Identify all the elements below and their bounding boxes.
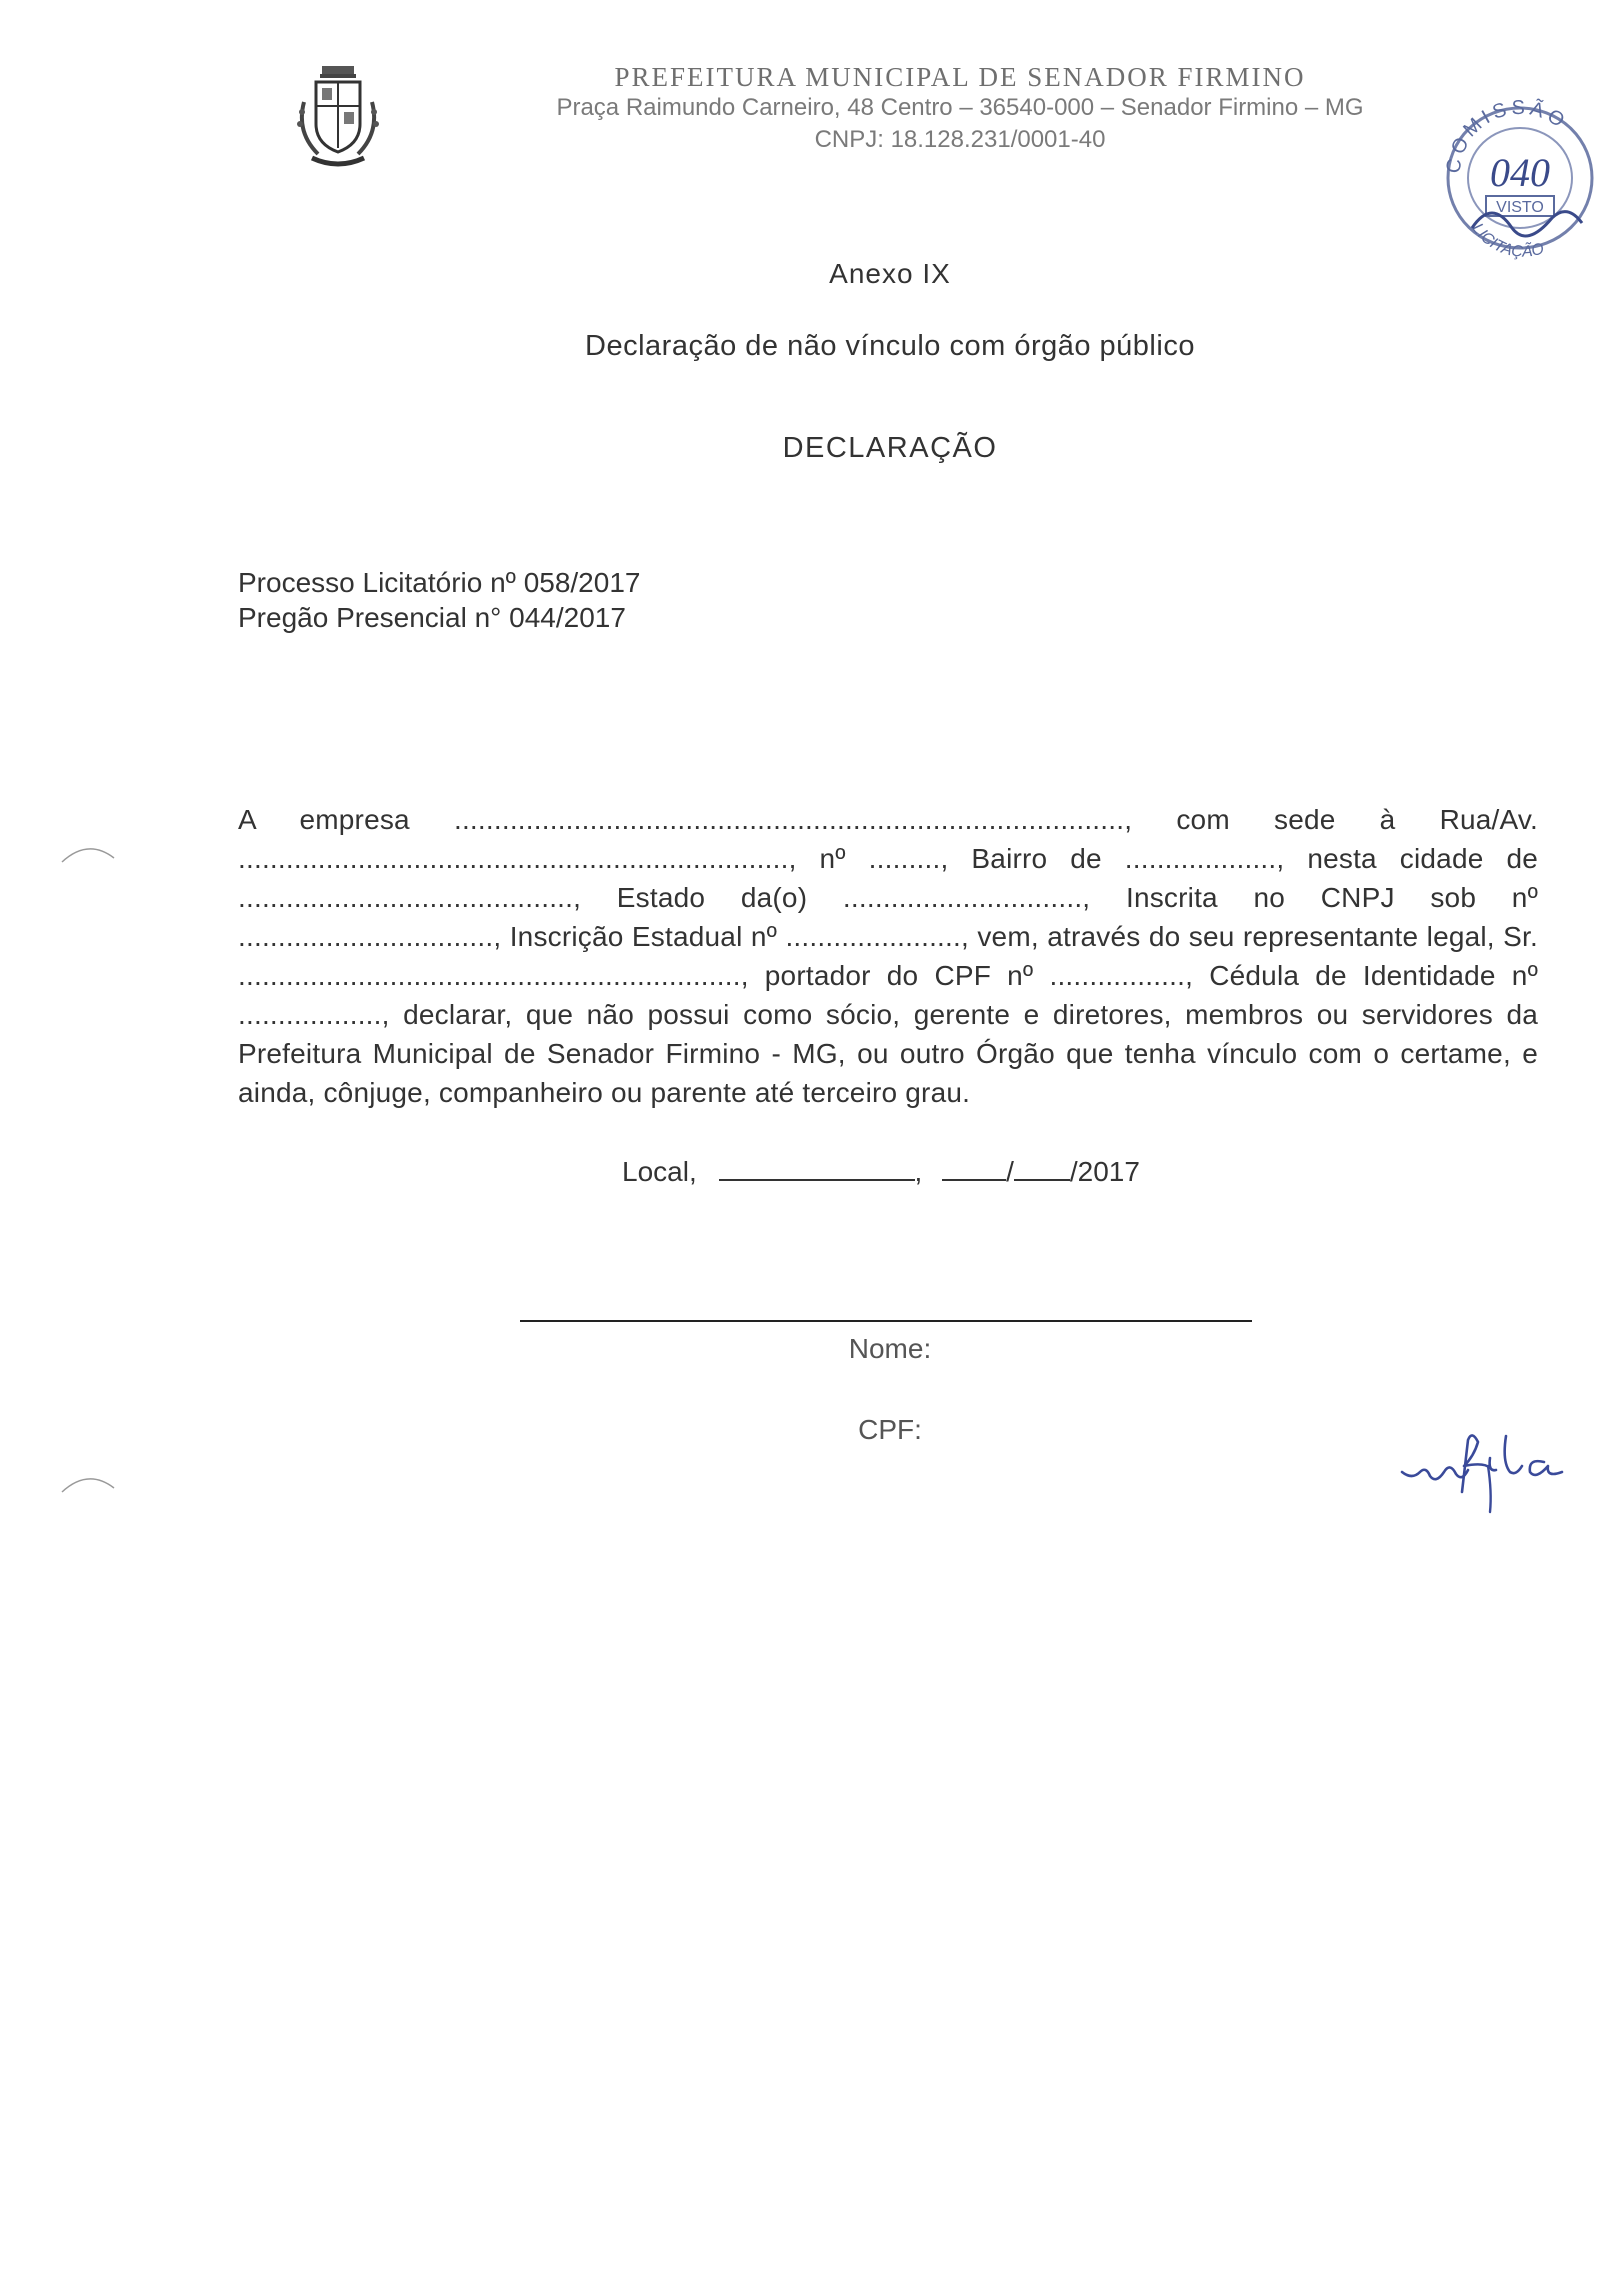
punch-hole-mark bbox=[58, 1468, 118, 1498]
day-blank bbox=[942, 1175, 1006, 1181]
stamp-visto: VISTO bbox=[1496, 199, 1544, 216]
punch-hole-mark bbox=[58, 838, 118, 868]
header-cnpj: CNPJ: 18.128.231/0001-40 bbox=[814, 126, 1106, 153]
declaration-title: DECLARAÇÃO bbox=[782, 432, 998, 464]
annex-title: Anexo IX bbox=[829, 258, 951, 289]
stamp-text-top: COMISSÃO bbox=[1442, 96, 1572, 175]
name-label: Nome: bbox=[848, 1333, 932, 1364]
stamp-number: 040 bbox=[1490, 150, 1550, 195]
municipal-crest-icon bbox=[292, 62, 384, 172]
handwritten-initials bbox=[1398, 1432, 1578, 1522]
local-label: Local, bbox=[622, 1156, 697, 1187]
commission-stamp bbox=[1432, 78, 1600, 268]
declaration-subtitle: Declaração de não vínculo com órgão público bbox=[585, 330, 1195, 362]
date-slash: / bbox=[1006, 1156, 1014, 1187]
month-blank bbox=[1014, 1175, 1070, 1181]
header-address: Praça Raimundo Carneiro, 48 Centro – 36540-000 – Senador Firmino – MG bbox=[556, 94, 1364, 121]
stamp-text-bottom: LICITAÇÃO bbox=[1468, 220, 1546, 261]
header-title: PREFEITURA MUNICIPAL DE SENADOR FIRMINO bbox=[614, 62, 1306, 92]
pregao-number: Pregão Presencial n° 044/2017 bbox=[238, 602, 626, 633]
local-blank bbox=[719, 1175, 915, 1181]
declaration-body: A empresa ...................................................................................., com sede à Rua/Av. ....................................................................., nº ........., Bairro de ..................., nesta cidade de .........................................., Estado da(o) .............................., Inscrita no CNPJ sob nº ................................, Inscrição Estadual nº ......................, vem, através do seu representante legal, Sr. ..............................................................., portador do CPF nº ................., Cédula de Identidade nº .................., declarar, que não possui como sócio, gerente e diretores, membros ou servidores da Prefeitura Municipal de Senador Firmino - MG, ou outro Órgão que tenha vínculo com o certame, e ainda, cônjuge, companheiro ou parente até terceiro grau. bbox=[238, 804, 1538, 1108]
year-text: /2017 bbox=[1069, 1156, 1140, 1187]
process-number: Processo Licitatório nº 058/2017 bbox=[238, 567, 641, 598]
signature-line bbox=[520, 1320, 1252, 1322]
cpf-label: CPF: bbox=[858, 1414, 922, 1445]
local-comma: , bbox=[914, 1156, 923, 1187]
local-date-line bbox=[622, 1156, 1140, 1188]
